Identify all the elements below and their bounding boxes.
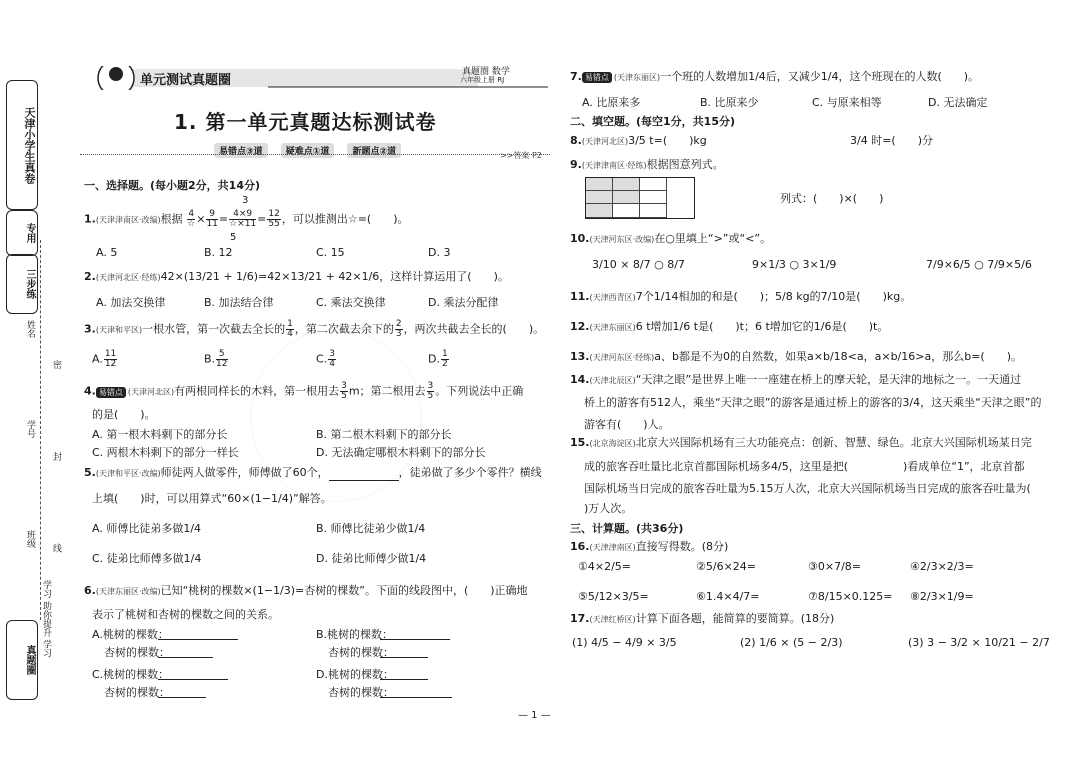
option-d[interactable]: D. $\frac{1}{2}$ bbox=[428, 349, 448, 369]
question-15-line2: 成的旅客吞吐量比北京首都国际机场多4/5，这里是把( )看成单位“1”，北京首都 bbox=[584, 460, 1025, 473]
fraction: $\frac{9}{11}$ bbox=[206, 209, 218, 229]
q-number: 5. bbox=[84, 466, 96, 479]
compare-item[interactable]: 9×1/3 ○ 3×1/9 bbox=[752, 258, 837, 271]
q-text: m；第二根用去 bbox=[348, 384, 426, 398]
fraction: $\frac{4}{☆}$ bbox=[187, 209, 196, 229]
question-3 bbox=[84, 320, 544, 339]
calc-item[interactable]: ②5/6×24= bbox=[696, 560, 756, 573]
apricot-segment bbox=[380, 697, 452, 698]
fraction: $\frac{2}{3}$ bbox=[395, 319, 402, 339]
q-number: 12. bbox=[570, 320, 590, 333]
seal-words: 密 封 线 bbox=[51, 360, 61, 593]
seal-line bbox=[40, 240, 42, 620]
apricot-label: 杏树的棵数： bbox=[328, 686, 394, 699]
q-text: ，两次共截去全长的( )。 bbox=[403, 322, 545, 336]
option-c[interactable]: C. 乘法交换律 bbox=[316, 296, 386, 309]
q-number: 2. bbox=[84, 270, 96, 283]
peach-segment bbox=[158, 679, 228, 680]
q-source: (天津河北区) bbox=[127, 387, 175, 397]
q-source: (天津河东区·经练) bbox=[589, 353, 655, 362]
fraction: $\frac{12}{55}$ bbox=[268, 209, 280, 229]
q-source: (天津津南区·改编) bbox=[95, 215, 161, 225]
banner-title: 单元测试真题圈 bbox=[140, 73, 232, 88]
section-3-heading: 三、计算题。(共36分) bbox=[570, 522, 684, 535]
steps-badge bbox=[6, 254, 38, 314]
option-c[interactable]: C. $\frac{3}{4}$ bbox=[316, 349, 335, 369]
fraction-grid-figure bbox=[585, 177, 695, 219]
error-prone-tag: 易错点 bbox=[96, 387, 126, 398]
calc-expression[interactable]: (3) 3 − 3/2 × 10/21 − 2/7 bbox=[908, 636, 1050, 649]
question-8 bbox=[570, 134, 707, 149]
question-4 bbox=[84, 382, 523, 401]
calc-item[interactable]: ③0×7/8= bbox=[808, 560, 861, 573]
q-number: 4. bbox=[84, 384, 96, 398]
question-13 bbox=[570, 350, 1022, 365]
apricot-label: 杏树的棵数： bbox=[328, 646, 394, 659]
option-c[interactable]: C. 徒弟比师傅多做1/4 bbox=[92, 552, 202, 565]
q-number: 9. bbox=[570, 158, 582, 171]
option-b[interactable]: B. 12 bbox=[204, 246, 233, 259]
option-a[interactable]: A. 师傅比徒弟多做1/4 bbox=[92, 522, 202, 535]
question-10 bbox=[570, 232, 771, 247]
question-15-line4: )万人次。 bbox=[584, 502, 633, 515]
cancel-mark-bottom: 5 bbox=[230, 232, 237, 243]
q-number: 8. bbox=[570, 134, 582, 147]
section-1-heading: 一、选择题。(每小题2分，共14分) bbox=[84, 179, 261, 192]
apricot-label: 杏树的棵数： bbox=[104, 686, 170, 699]
question-6-line2: 表示了桃树和杏树的棵数之间的关系。 bbox=[92, 608, 279, 621]
q-number: 14. bbox=[570, 373, 590, 386]
left-binding-strip bbox=[0, 60, 62, 740]
page-number: — 1 — bbox=[518, 710, 551, 721]
apply-badge bbox=[6, 210, 38, 256]
option-d[interactable]: D. 乘法分配律 bbox=[428, 296, 499, 309]
q-source: (天津津南区·经练) bbox=[581, 161, 647, 170]
q-text: ，第二次截去余下的 bbox=[294, 322, 394, 336]
q-text: a、b都是不为0的自然数，如果a×b/18<a，a×b/16>a，那么b=( )。 bbox=[654, 350, 1023, 363]
question-6 bbox=[84, 584, 528, 599]
q-source: (天津津南区) bbox=[589, 543, 636, 552]
bottom-badge-label: 真题圈 bbox=[24, 645, 35, 675]
series-title: 天津小学生真卷 bbox=[23, 106, 36, 184]
q-text: 根据 bbox=[160, 212, 183, 226]
calc-expression[interactable]: (1) 4/5 − 4/9 × 3/5 bbox=[572, 636, 677, 649]
option-a[interactable]: A. $\frac{11}{12}$ bbox=[92, 349, 117, 369]
grade-sub: 六年级上册 RJ bbox=[460, 76, 505, 84]
question-14 bbox=[570, 373, 1021, 388]
apricot-segment bbox=[158, 657, 213, 658]
q-source: (天津西青区) bbox=[589, 293, 636, 302]
q-source: (天津东丽区·改编) bbox=[95, 587, 161, 596]
header-band bbox=[88, 66, 548, 88]
fraction: $\frac{1}{4}$ bbox=[287, 319, 293, 339]
q-text: 在○里填上“>”或“<”。 bbox=[654, 232, 772, 245]
bottom-subtext: 学习 助你提升 学习 bbox=[41, 580, 51, 658]
answer-ref: >>答案 P2 bbox=[500, 151, 542, 160]
question-15 bbox=[570, 436, 1032, 451]
calc-item[interactable]: ⑤5/12×3/5= bbox=[578, 590, 649, 603]
series-badge bbox=[6, 80, 38, 210]
calc-item[interactable]: ④2/3×2/3= bbox=[910, 560, 974, 573]
option-a[interactable]: A. 加法交换律 bbox=[96, 296, 166, 309]
option-a[interactable]: A. 5 bbox=[96, 246, 118, 259]
section-2-heading: 二、填空题。(每空1分，共15分) bbox=[570, 115, 736, 128]
question-5 bbox=[84, 466, 542, 481]
q-text: 直接写得数。(8分) bbox=[635, 540, 729, 553]
question-2 bbox=[84, 270, 509, 285]
q-number: 17. bbox=[570, 612, 590, 625]
option-c[interactable]: C. 两根木料剩下的部分一样长 bbox=[92, 446, 239, 459]
option-a[interactable]: A. 第一根木料剩下的部分长 bbox=[92, 428, 228, 441]
option-b[interactable]: B. $\frac{5}{12}$ bbox=[204, 349, 228, 369]
calc-item[interactable]: ⑦8/15×0.125= bbox=[808, 590, 893, 603]
option-d[interactable]: D.桃树的棵数： bbox=[316, 668, 394, 681]
option-d[interactable]: D. 无法确定 bbox=[928, 96, 988, 109]
q-source: (天津东丽区) bbox=[589, 323, 636, 332]
calc-item[interactable]: ①4×2/5= bbox=[578, 560, 631, 573]
question-17 bbox=[570, 612, 834, 627]
question-14-line2: 桥上的游客有512人，乘坐“天津之眼”的游客是通过桥上的游客的3/4，这天乘坐“天津之眼”的 bbox=[584, 396, 1042, 409]
option-a[interactable]: A.桃树的棵数： bbox=[92, 628, 169, 641]
cancel-mark-top: 3 bbox=[242, 195, 249, 206]
id-field-label: 学号 bbox=[25, 420, 35, 438]
q-text: 有两根同样长的木料，第一根用去 bbox=[174, 384, 340, 398]
question-11 bbox=[570, 290, 911, 305]
apply-label: 专用 bbox=[24, 223, 35, 243]
q-text: 根据图意列式。 bbox=[646, 158, 724, 171]
q-number: 7. bbox=[570, 70, 582, 83]
q-text: 。下列说法中正确 bbox=[435, 384, 524, 398]
q-source: (天津和平区·改编) bbox=[95, 469, 161, 478]
question-9-formula: 列式：( )×( ) bbox=[780, 192, 884, 205]
stats-row bbox=[214, 139, 409, 158]
peach-segment bbox=[380, 639, 450, 640]
apricot-label: 杏树的棵数： bbox=[104, 646, 170, 659]
fraction: $\frac{3}{5}$ bbox=[341, 381, 347, 401]
question-16 bbox=[570, 540, 728, 555]
q-number: 10. bbox=[570, 232, 590, 245]
q-number: 1. bbox=[84, 212, 96, 226]
option-d[interactable]: D. 3 bbox=[428, 246, 451, 259]
question-15-line3: 国际机场当日完成的旅客吞吐量为5.15万人次，北京大兴国际机场当日完成的旅客吞吐量为( bbox=[584, 482, 1031, 495]
option-c[interactable]: C. 与原来相等 bbox=[812, 96, 882, 109]
q-text: 6 t增加1/6 t是( )t；6 t增加它的1/6是( )t。 bbox=[635, 320, 889, 333]
question-5-line2: 上填( )时，可以用算式“60×(1−1/4)”解答。 bbox=[92, 492, 332, 505]
q-text: 一根水管，第一次截去全长的 bbox=[142, 322, 286, 336]
q-text: 北京大兴国际机场有三大功能亮点：创新、智慧、绿色。北京大兴国际机场某日完 bbox=[635, 436, 1032, 449]
q-text: “天津之眼”是世界上唯一一座建在桥上的摩天轮，是天津的地标之一。一天通过 bbox=[635, 373, 1022, 386]
compare-item[interactable]: 7/9×6/5 ○ 7/9×5/6 bbox=[926, 258, 1032, 271]
q-source: (北京海淀区) bbox=[589, 439, 636, 448]
apricot-segment bbox=[158, 697, 206, 698]
question-4-line2: 的是( )。 bbox=[92, 408, 156, 421]
q-text: 3/5 t=( )kg bbox=[628, 134, 707, 147]
error-prone-tag: 易错点 bbox=[582, 72, 612, 83]
calc-item[interactable]: ⑧2/3×1/9= bbox=[910, 590, 974, 603]
calc-item[interactable]: ⑥1.4×4/7= bbox=[696, 590, 760, 603]
compare-item[interactable]: 3/10 × 8/7 ○ 8/7 bbox=[592, 258, 685, 271]
q-source: (天津河北区) bbox=[581, 137, 629, 146]
option-c[interactable]: C.桃树的棵数： bbox=[92, 668, 170, 681]
q-number: 11. bbox=[570, 290, 590, 303]
option-b[interactable]: B. 第二根木料剩下的部分长 bbox=[316, 428, 452, 441]
q-text: ，可以推测出☆=( )。 bbox=[281, 212, 409, 226]
option-b[interactable]: B. 加法结合律 bbox=[204, 296, 274, 309]
option-b[interactable]: B. 师傅比徒弟少做1/4 bbox=[316, 522, 426, 535]
q-source: (天津东丽区) bbox=[613, 73, 661, 82]
apricot-segment bbox=[380, 657, 428, 658]
grade-field-label: 班级 bbox=[25, 530, 35, 548]
q-text: 师徒两人做零件，师傅做了60个， bbox=[160, 466, 329, 479]
stat-pill: 新题点②道 bbox=[347, 143, 401, 158]
option-a[interactable]: A. 比原来多 bbox=[582, 96, 641, 109]
name-field-label: 姓名 bbox=[25, 320, 35, 338]
q-number: 13. bbox=[570, 350, 590, 363]
q-text: 已知“桃树的棵数×(1−1/3)=杏树的棵数”。下面的线段图中，( )正确地 bbox=[160, 584, 528, 597]
fraction: $\frac{4\times 9}{☆\times 11}$ bbox=[229, 209, 257, 229]
book-label: 真题圈 数学 bbox=[462, 67, 510, 77]
q-number: 6. bbox=[84, 584, 96, 597]
q-source: (天津和平区) bbox=[95, 325, 143, 335]
steps-label: 三步练 bbox=[24, 269, 35, 299]
q-number: 15. bbox=[570, 436, 590, 449]
q-source: (天津河东区·改编) bbox=[589, 235, 655, 244]
option-d[interactable]: D. 徒弟比师傅少做1/4 bbox=[316, 552, 427, 565]
option-b[interactable]: B. 比原来少 bbox=[700, 96, 759, 109]
option-d[interactable]: D. 无法确定哪根木料剩下的部分长 bbox=[316, 446, 486, 459]
stat-pill: 疑难点①道 bbox=[281, 143, 335, 158]
header-divider bbox=[80, 154, 550, 155]
q-text: 42×(13/21 + 1/6)=42×13/21 + 42×1/6，这样计算运用了( )。 bbox=[160, 270, 509, 283]
q-text: ，徒弟做了多少个零件？横线 bbox=[398, 466, 542, 479]
q-text: 7个1/14相加的和是( )；5/8 kg的7/10是( )kg。 bbox=[635, 290, 912, 303]
q-source: (天津北辰区) bbox=[589, 376, 636, 385]
q-number: 16. bbox=[570, 540, 590, 553]
question-7 bbox=[570, 70, 979, 85]
question-14-line3: 游客有( )人。 bbox=[584, 418, 670, 431]
answer-blank[interactable] bbox=[329, 480, 399, 481]
stat-pill: 易错点③道 bbox=[214, 143, 268, 158]
bottom-badge bbox=[6, 620, 38, 700]
q-text: 计算下面各题，能简算的要简算。(18分) bbox=[635, 612, 835, 625]
peach-segment bbox=[380, 679, 428, 680]
fraction: $\frac{3}{5}$ bbox=[427, 381, 434, 401]
q-source: (天津河北区·经练) bbox=[95, 273, 161, 282]
peach-segment bbox=[158, 639, 238, 640]
option-c[interactable]: C. 15 bbox=[316, 246, 345, 259]
q-text: 一个班的人数增加1/4后，又减少1/4，这个班现在的人数( )。 bbox=[660, 70, 980, 83]
question-12 bbox=[570, 320, 888, 335]
question-8-b: 3/4 时=( )分 bbox=[850, 134, 933, 147]
q-number: 3. bbox=[84, 322, 96, 336]
calc-expression[interactable]: (2) 1/6 × (5 − 2/3) bbox=[740, 636, 843, 649]
question-1: 1.(天津津南区·改编)根据 $\frac{4}{☆}$ × $\frac{9}{11}$ = $\frac{4\times 9}{☆\times 11}$ = $\frac{12}{55}$ ，可以推测出☆=( )。 bbox=[84, 209, 409, 229]
page-title: 1. 第一单元真题达标测试卷 bbox=[174, 110, 437, 134]
question-9 bbox=[570, 158, 724, 173]
q-source: (天津红桥区) bbox=[589, 615, 636, 624]
option-b[interactable]: B.桃树的棵数： bbox=[316, 628, 394, 641]
